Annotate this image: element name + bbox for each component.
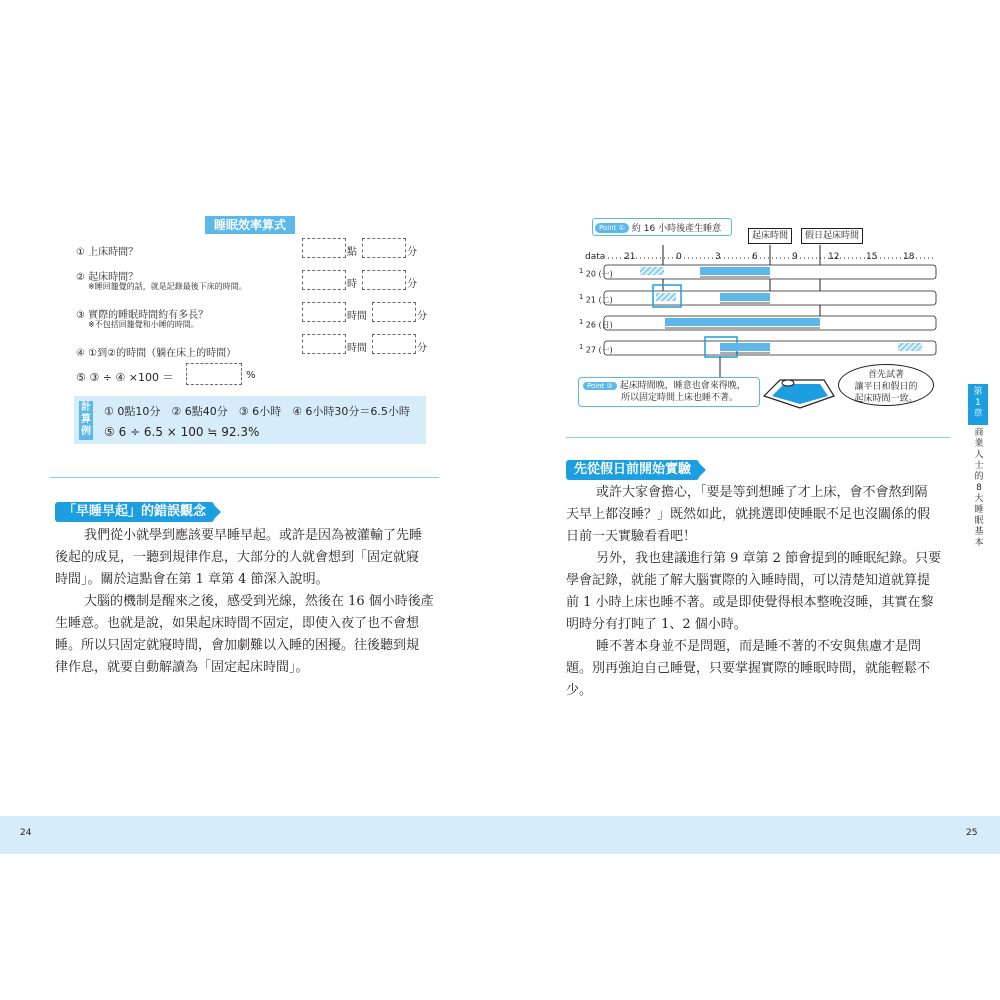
question-waketime-note: ※睡回籠覺的話，就是記錄最後下床的時間。 [88, 282, 247, 291]
unit-fen-4: 分 [417, 343, 427, 354]
chart-row-4-label [579, 343, 613, 356]
chart-row-3-label [579, 318, 613, 331]
right-line-6: 前 1 小時上床也睡不著。或是即使覺得根本整晚沒睡，其實在黎 [566, 595, 934, 610]
waketime-minute-box[interactable] [362, 270, 406, 290]
left-line-4: 大腦的機制是醒來之後，感受到光線，然後在 16 個小時後產 [84, 594, 434, 609]
left-page-number: 24 [20, 828, 32, 838]
question-efficiency: ⑤ ③ ÷ ④ ×100 ＝ [76, 371, 174, 384]
left-line-2: 後起的成見，一聽到規律作息，大部分的人就會想到「固定就寢 [55, 550, 420, 565]
point2-line-2: 所以固定時間上床也睡不著。 [621, 393, 739, 403]
right-page-number: 25 [966, 828, 978, 838]
right-divider [566, 437, 950, 438]
chapter-tab-label: 第1章 [973, 387, 983, 419]
unit-percent: % [246, 370, 256, 381]
point2-tag: Point ② [583, 382, 617, 390]
chart-row-2-day: 21 (二) [585, 295, 613, 305]
calculation-example-tag: 計算例 [79, 401, 93, 440]
left-line-5: 生睡意。也就是說，如果起床時間不固定，即使入夜了也不會想 [55, 616, 420, 631]
question-actual-sleep: ③ 實際的睡眠時間約有多長？ [76, 310, 209, 321]
point1-tag: Point ① [595, 223, 629, 233]
formula-title: 睡眠效率算式 [205, 216, 295, 234]
chart-row-2-label [579, 293, 613, 306]
chart-row-2-month: 1 [579, 293, 584, 301]
left-section-heading: 「早睡早起」的錯誤觀念 [55, 502, 214, 522]
calculation-line-1: ① 0點10分 ② 6點40分 ③ 6小時 ④ 6小時30分＝6.5小時 [104, 405, 410, 418]
unit-shi: 時 [347, 279, 357, 290]
left-line-3: 時間」。關於這點會在第 1 章第 4 節深入說明。 [55, 572, 329, 587]
right-line-4: 另外，我也建議進行第 9 章第 2 節會提到的睡眠紀錄。只要 [596, 551, 942, 566]
right-line-5: 學會記錄，就能了解大腦實際的入睡時間，可以清楚知道就算提 [566, 573, 931, 588]
chapter-tab [968, 384, 988, 425]
chapter-title-vertical: 商業人士的8大睡眠基本 [974, 428, 984, 548]
point1-frame [592, 218, 732, 236]
question-actual-sleep-note: ※不包括回籠覺和小睡的時間。 [88, 320, 199, 329]
waketime-hour-box[interactable] [302, 270, 346, 290]
left-divider [50, 477, 439, 478]
right-line-7: 明時分有打盹了 1、2 個小時。 [566, 617, 747, 632]
chart-row-3 [604, 316, 936, 330]
bed-illustration [760, 372, 840, 412]
question-time-in-bed: ④ ①到②的時間（躺在床上的時間） [76, 348, 237, 359]
label-holiday-wake-time: 假日起床時間 [801, 228, 863, 244]
chart-row-4-day: 27 (一) [585, 345, 613, 355]
chart-row-3-month: 1 [579, 318, 584, 326]
right-section-heading: 先從假日前開始實驗 [566, 460, 699, 480]
calculation-line-2: ⑤ 6 ÷ 6.5 × 100 ≒ 92.3% [104, 425, 260, 439]
question-bedtime: ① 上床時間？ [76, 247, 139, 258]
chart-row-4 [604, 337, 936, 357]
chart-row-1-label [579, 267, 613, 280]
unit-dian: 點 [347, 247, 357, 258]
unit-shijian-2: 時間 [347, 343, 367, 354]
chart-row-3-day: 26 (日) [585, 320, 613, 330]
footer-band [0, 816, 1000, 854]
chart-row-1 [604, 265, 936, 279]
actual-sleep-hour-box[interactable] [302, 302, 346, 322]
suggestion-line-1: 首先試著 [867, 370, 904, 380]
efficiency-box[interactable] [186, 363, 242, 385]
right-line-1: 或許大家會擔心，「要是等到想睡了才上床，會不會熬到隔 [596, 485, 928, 500]
chart-tick-9: 9 [792, 252, 798, 262]
right-line-2: 天早上都沒睡？」既然如此，就挑選即使睡眠不足也沒關係的假 [566, 507, 931, 522]
chart-tick-6: 6 [752, 252, 758, 262]
chart-row-4-month: 1 [579, 343, 584, 351]
unit-shijian-1: 時間 [347, 311, 367, 322]
point2-line-1: 起床時間晚，睡意也會來得晚， [619, 381, 746, 391]
time-in-bed-minute-box[interactable] [372, 334, 416, 354]
actual-sleep-minute-box[interactable] [372, 302, 416, 322]
unit-fen-3: 分 [417, 311, 427, 322]
left-line-6: 睡。所以只固定就寢時間，會加劇難以入睡的困擾。往後聽到規 [55, 638, 420, 653]
unit-fen-2: 分 [407, 279, 417, 290]
right-line-3: 日前一天實驗看看吧！ [566, 529, 697, 544]
right-line-9: 題。別再強迫自己睡覺，只要掌握實際的睡眠時間，就能輕鬆不 [566, 661, 931, 676]
suggestion-bubble [838, 364, 934, 406]
bedtime-minute-box[interactable] [362, 238, 406, 258]
chart-tick-21: 21 [624, 252, 636, 262]
label-wake-time: 起床時間 [748, 228, 792, 244]
chart-row-1-day: 20 (一) [585, 269, 613, 279]
time-in-bed-hour-box[interactable] [302, 334, 346, 354]
chart-tick-15: 15 [866, 252, 878, 262]
right-line-10: 少。 [566, 683, 593, 698]
chart-axis-label: data [585, 252, 606, 262]
chart-tick-0: 0 [676, 252, 682, 262]
left-line-1: 我們從小就學到應該要早睡早起。或許是因為被灌輸了先睡 [84, 528, 423, 543]
point1-text: 約 16 小時後產生睡意 [631, 224, 722, 234]
left-line-7: 律作息，就要自動解讀為「固定起床時間」。 [55, 660, 309, 675]
chart-tick-3: 3 [715, 252, 721, 262]
chart-tick-12: 12 [828, 252, 840, 262]
suggestion-line-3: 起床時間一致。 [854, 394, 918, 404]
right-line-8: 睡不著本身並不是問題，而是睡不著的不安與焦慮才是問 [596, 639, 922, 654]
suggestion-line-2: 讓平日和假日的 [854, 382, 918, 392]
chart-tick-18: 18 [903, 252, 915, 262]
unit-fen-1: 分 [407, 247, 417, 258]
point2-callout [578, 377, 760, 407]
question-waketime: ② 起床時間？ [76, 272, 139, 283]
chart-row-1-month: 1 [579, 267, 584, 275]
bedtime-hour-box[interactable] [302, 238, 346, 258]
